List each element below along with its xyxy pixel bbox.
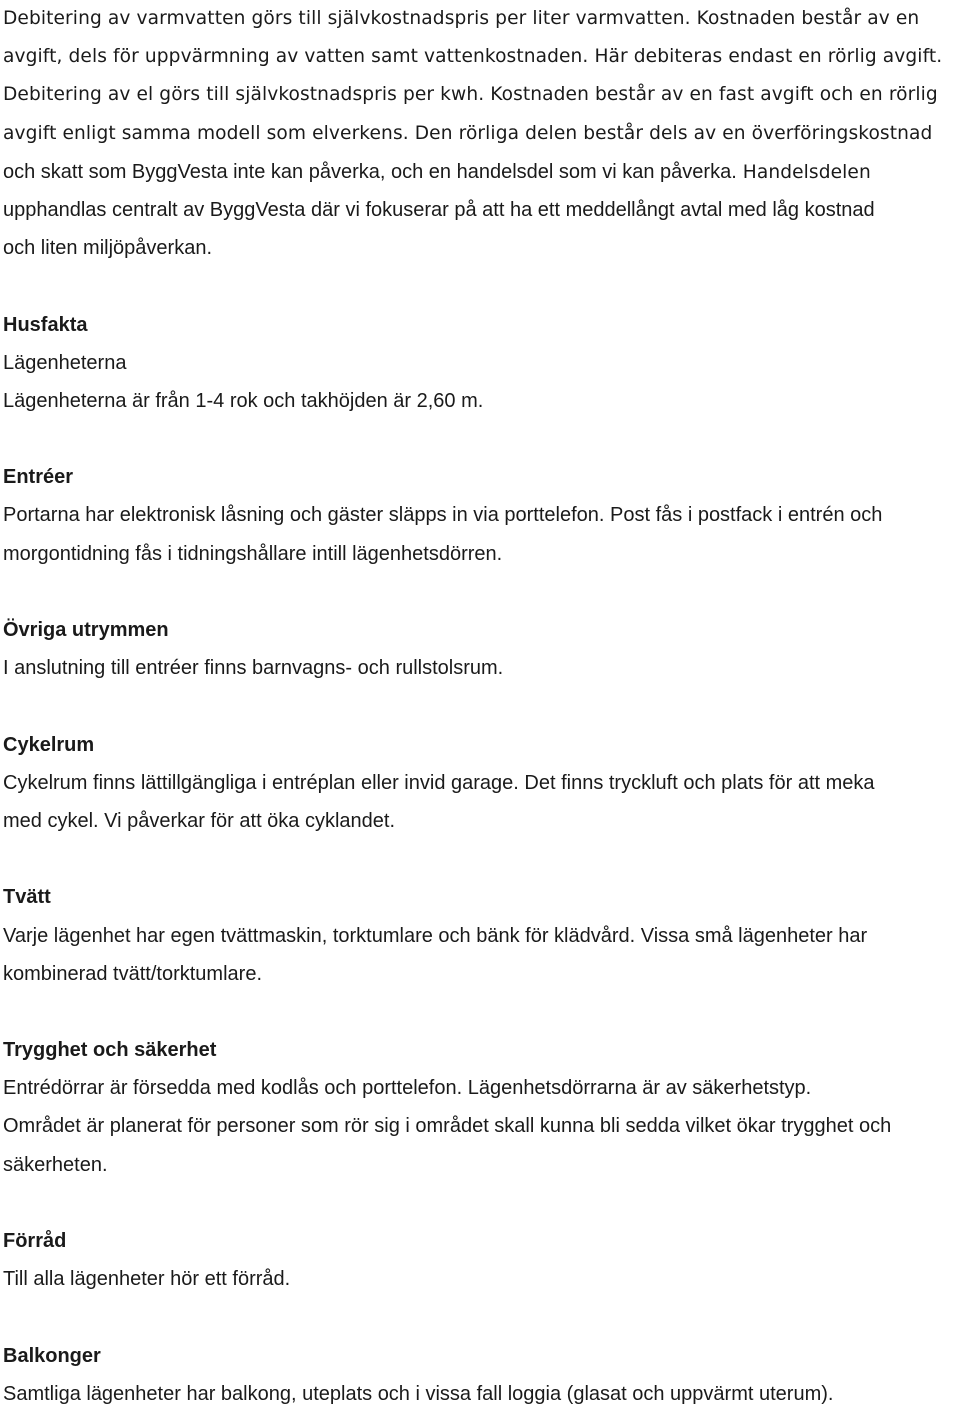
section-entreer <box>3 458 960 573</box>
section-text-line: med cykel. Vi påverkar för att öka cyklandet. <box>3 809 396 832</box>
section-text-line: Lägenheterna är från 1-4 rok och takhöjden är 2,60 m. <box>3 389 484 412</box>
text-segment: avgift enligt samma modell som elverkens. <box>3 122 409 144</box>
section-heading: Cykelrum <box>3 733 95 756</box>
paragraph-gap <box>3 687 960 725</box>
section-tvatt <box>3 878 960 993</box>
text-line-mixed <box>3 153 960 191</box>
section-text-line: Entrédörrar är försedda med kodlås och porttelefon. Lägenhetsdörrarna är av säkerhetstyp. <box>3 1077 812 1100</box>
section-heading: Tvätt <box>3 886 51 909</box>
section-text-line: morgontidning fås i tidningshållare intill lägenhetsdörren. <box>3 542 503 565</box>
paragraph-gap <box>3 1298 960 1336</box>
section-heading: Övriga utrymmen <box>3 619 169 641</box>
text-segment: Den rörliga delen består dels av en överföringskostnad <box>408 122 933 144</box>
text-line-mixed <box>3 115 960 153</box>
section-heading: Trygghet och säkerhet <box>3 1039 217 1062</box>
text-segment: och skatt som ByggVesta inte kan påverka, och en handelsdel som vi kan påverka. <box>3 160 737 183</box>
text-line: och liten miljöpåverkan. <box>3 237 212 260</box>
paragraph-gap <box>3 573 960 611</box>
section-text-line: Cykelrum finns lättillgängliga i entréplan eller invid garage. Det finns tryckluft och plats för att meka <box>3 771 875 794</box>
intro-paragraph <box>3 0 960 267</box>
section-ovriga-utrymmen <box>3 611 960 687</box>
section-balkonger <box>3 1337 960 1413</box>
section-text-line: Samtliga lägenheter har balkong, uteplats och i vissa fall loggia (glasat och uppvärmt uterum). <box>3 1382 834 1405</box>
section-forrad <box>3 1222 960 1298</box>
section-text-line: kombinerad tvätt/torktumlare. <box>3 962 262 985</box>
paragraph-gap <box>3 993 960 1031</box>
section-heading: Husfakta <box>3 313 88 336</box>
section-cykelrum <box>3 726 960 841</box>
section-husfakta <box>3 306 960 421</box>
section-text-line: Området är planerat för personer som rör sig i området skall kunna bli sedda vilket ökar trygghet och <box>3 1115 892 1138</box>
section-heading: Entréer <box>3 466 74 489</box>
section-heading: Balkonger <box>3 1344 101 1367</box>
section-text-line: säkerheten. <box>3 1153 108 1176</box>
text-segment: Handelsdelen <box>736 161 871 183</box>
paragraph-gap <box>3 1184 960 1222</box>
paragraph-gap <box>3 267 960 305</box>
paragraph-gap <box>3 840 960 878</box>
section-text-line: Varje lägenhet har egen tvättmaskin, torktumlare och bänk för klädvård. Vissa små lägenheter har <box>3 924 868 947</box>
section-text-line: Portarna har elektronisk låsning och gäster släpps in via porttelefon. Post fås i postfack i entrén och <box>3 504 883 527</box>
text-line: upphandlas centralt av ByggVesta där vi fokuserar på att ha ett meddellångt avtal med låg kostnad <box>3 198 875 221</box>
paragraph-gap <box>3 420 960 458</box>
text-line: avgift, dels för uppvärmning av vatten samt vattenkostnaden. Här debiteras endast en rörlig avgift. <box>3 46 943 68</box>
section-heading: Förråd <box>3 1230 67 1252</box>
text-line: Debitering av el görs till självkostnadspris per kwh. Kostnaden består av en fast avgift och en rörlig <box>3 84 938 106</box>
section-text-line: Lägenheterna <box>3 351 127 374</box>
text-line: Debitering av varmvatten görs till självkostnadspris per liter varmvatten. Kostnaden består av en <box>3 8 920 29</box>
section-trygghet <box>3 1031 960 1184</box>
section-text-line: Till alla lägenheter hör ett förråd. <box>3 1268 291 1291</box>
section-text-line: I anslutning till entréer finns barnvagns- och rullstolsrum. <box>3 657 504 680</box>
document-page <box>3 0 960 1413</box>
